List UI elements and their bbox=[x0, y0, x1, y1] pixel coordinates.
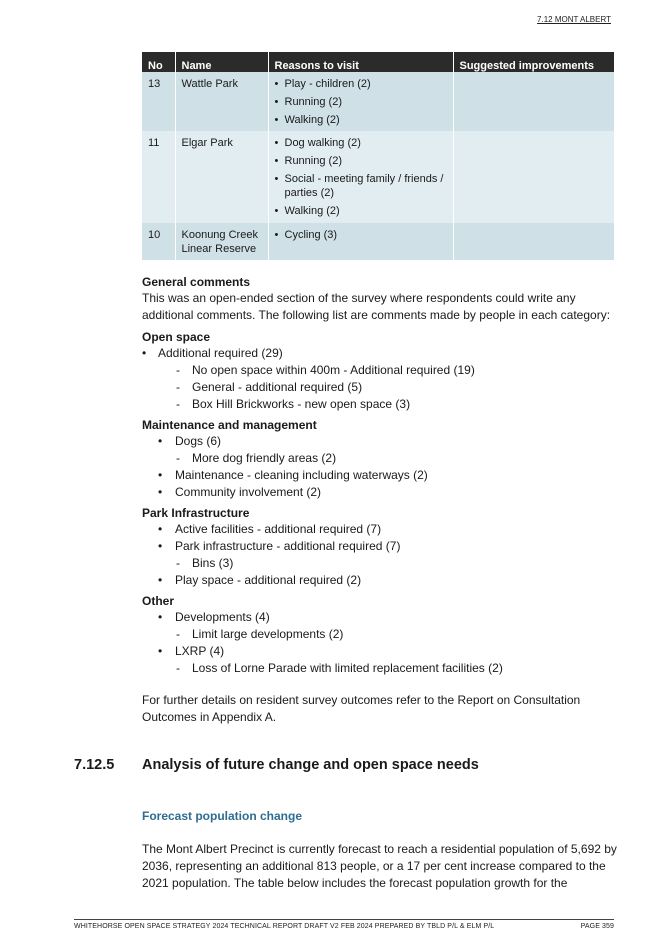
cell-no: 10 bbox=[142, 223, 175, 260]
list-item bbox=[142, 555, 614, 572]
bullet-mark: • bbox=[158, 644, 163, 658]
cell-name: Wattle Park bbox=[175, 72, 268, 131]
cell-name: Elgar Park bbox=[175, 131, 268, 223]
bullet-mark: • bbox=[158, 573, 163, 587]
bullet-mark: • bbox=[158, 539, 163, 553]
list-item bbox=[142, 396, 614, 413]
page-number: PAGE 359 bbox=[580, 923, 614, 930]
col-header-name: Name bbox=[175, 52, 268, 72]
list-item-text: Park infrastructure - additional required (7) bbox=[175, 539, 401, 553]
bullet-mark: • bbox=[158, 434, 163, 448]
section-title: Analysis of future change and open space needs bbox=[142, 757, 479, 773]
cell-no: 11 bbox=[142, 131, 175, 223]
cell-improvements bbox=[453, 223, 614, 260]
list-item-text: Loss of Lorne Parade with limited replacement facilities (2) bbox=[192, 661, 503, 675]
list-item-text: Community involvement (2) bbox=[175, 485, 322, 499]
list-item bbox=[142, 362, 614, 379]
population-paragraph: The Mont Albert Precinct is currently forecast to reach a residential population of 5,692 by 2036, representing an additional 813 people, or a 17 per cent increase compared to the 2021 population. The table below includes the forecast population growth for the bbox=[142, 842, 617, 890]
reason-item: • Walking (2) bbox=[275, 204, 447, 218]
cell-reasons bbox=[268, 223, 453, 260]
section-heading bbox=[74, 757, 614, 773]
table-header-row bbox=[142, 52, 614, 72]
footer-divider bbox=[74, 919, 614, 920]
park-visits-table bbox=[142, 52, 614, 260]
list-item-text: More dog friendly areas (2) bbox=[192, 451, 337, 465]
cell-reasons bbox=[268, 72, 453, 131]
list-item bbox=[142, 484, 614, 501]
further-details-paragraph: For further details on resident survey outcomes refer to the Report on Consultation Outcomes in Appendix A. bbox=[142, 693, 581, 724]
list-item-text: Box Hill Brickworks - new open space (3) bbox=[192, 397, 411, 411]
footer-document-info: WHITEHORSE OPEN SPACE STRATEGY 2024 TECHNICAL REPORT DRAFT V2 FEB 2024 PREPARED BY TBLD P/L & ELM P/L bbox=[74, 923, 495, 930]
cell-improvements bbox=[453, 131, 614, 223]
section-reference: 7.12 MONT ALBERT bbox=[537, 15, 611, 24]
list-item-text: Limit large developments (2) bbox=[192, 627, 344, 641]
bullet-mark: • bbox=[158, 610, 163, 624]
bullet-mark: • bbox=[158, 485, 163, 499]
cell-name: Koonung Creek Linear Reserve bbox=[175, 223, 268, 260]
section-number: 7.12.5 bbox=[74, 757, 115, 773]
cell-improvements bbox=[453, 72, 614, 131]
list-item bbox=[142, 467, 614, 484]
list-item-text: Active facilities - additional required (7) bbox=[175, 522, 382, 536]
reason-item: • Dog walking (2) bbox=[275, 136, 447, 150]
list-item-text: Play space - additional required (2) bbox=[175, 573, 362, 587]
list-item bbox=[142, 433, 614, 450]
dash-mark: - bbox=[176, 451, 180, 465]
list-item bbox=[142, 379, 614, 396]
dash-mark: - bbox=[176, 627, 180, 641]
col-header-improvements: Suggested improvements bbox=[453, 52, 614, 72]
maintenance-heading: Maintenance and management bbox=[142, 418, 317, 432]
list-item bbox=[142, 345, 614, 362]
list-item bbox=[142, 521, 614, 538]
dash-mark: - bbox=[176, 556, 180, 570]
table-row bbox=[142, 131, 614, 223]
list-item-text: Developments (4) bbox=[175, 610, 270, 624]
cell-no: 13 bbox=[142, 72, 175, 131]
dash-mark: - bbox=[176, 380, 180, 394]
dash-mark: - bbox=[176, 397, 180, 411]
list-item bbox=[142, 643, 614, 660]
list-item bbox=[142, 450, 614, 467]
dash-mark: - bbox=[176, 363, 180, 377]
reason-item: • Running (2) bbox=[275, 154, 447, 168]
list-item-text: Maintenance - cleaning including waterways (2) bbox=[175, 468, 428, 482]
list-item-text: Additional required (29) bbox=[158, 346, 283, 360]
col-header-no: No bbox=[142, 52, 175, 72]
dash-mark: - bbox=[176, 661, 180, 675]
list-item bbox=[142, 572, 614, 589]
reason-item: • Walking (2) bbox=[275, 113, 447, 127]
reason-item: • Social - meeting family / friends / parties (2) bbox=[275, 172, 447, 200]
open-space-heading: Open space bbox=[142, 330, 211, 344]
list-item-text: No open space within 400m - Additional required (19) bbox=[192, 363, 475, 377]
col-header-reasons: Reasons to visit bbox=[268, 52, 453, 72]
list-item-text: Bins (3) bbox=[192, 556, 234, 570]
subsection-heading: Forecast population change bbox=[142, 809, 303, 823]
park-infrastructure-heading: Park Infrastructure bbox=[142, 506, 250, 520]
other-heading: Other bbox=[142, 594, 175, 608]
general-comments-heading: General comments bbox=[142, 275, 251, 289]
bullet-mark: • bbox=[158, 468, 163, 482]
list-item-text: LXRP (4) bbox=[175, 644, 225, 658]
bullet-mark: • bbox=[158, 522, 163, 536]
table-row bbox=[142, 72, 614, 131]
table-row bbox=[142, 223, 614, 260]
cell-reasons bbox=[268, 131, 453, 223]
list-item-text: General - additional required (5) bbox=[192, 380, 363, 394]
reason-item: • Cycling (3) bbox=[275, 228, 447, 242]
general-comments-intro: This was an open-ended section of the survey where respondents could write any additional comments. The following list are comments made by people in each category: bbox=[142, 291, 611, 322]
list-item bbox=[142, 626, 614, 643]
general-comments-block bbox=[142, 274, 614, 726]
list-item-text: Dogs (6) bbox=[175, 434, 222, 448]
reason-item: • Running (2) bbox=[275, 95, 447, 109]
list-item bbox=[142, 609, 614, 626]
list-item bbox=[142, 660, 614, 677]
bullet-mark: • bbox=[142, 346, 147, 360]
reason-item: • Play - children (2) bbox=[275, 77, 447, 91]
list-item bbox=[142, 538, 614, 555]
